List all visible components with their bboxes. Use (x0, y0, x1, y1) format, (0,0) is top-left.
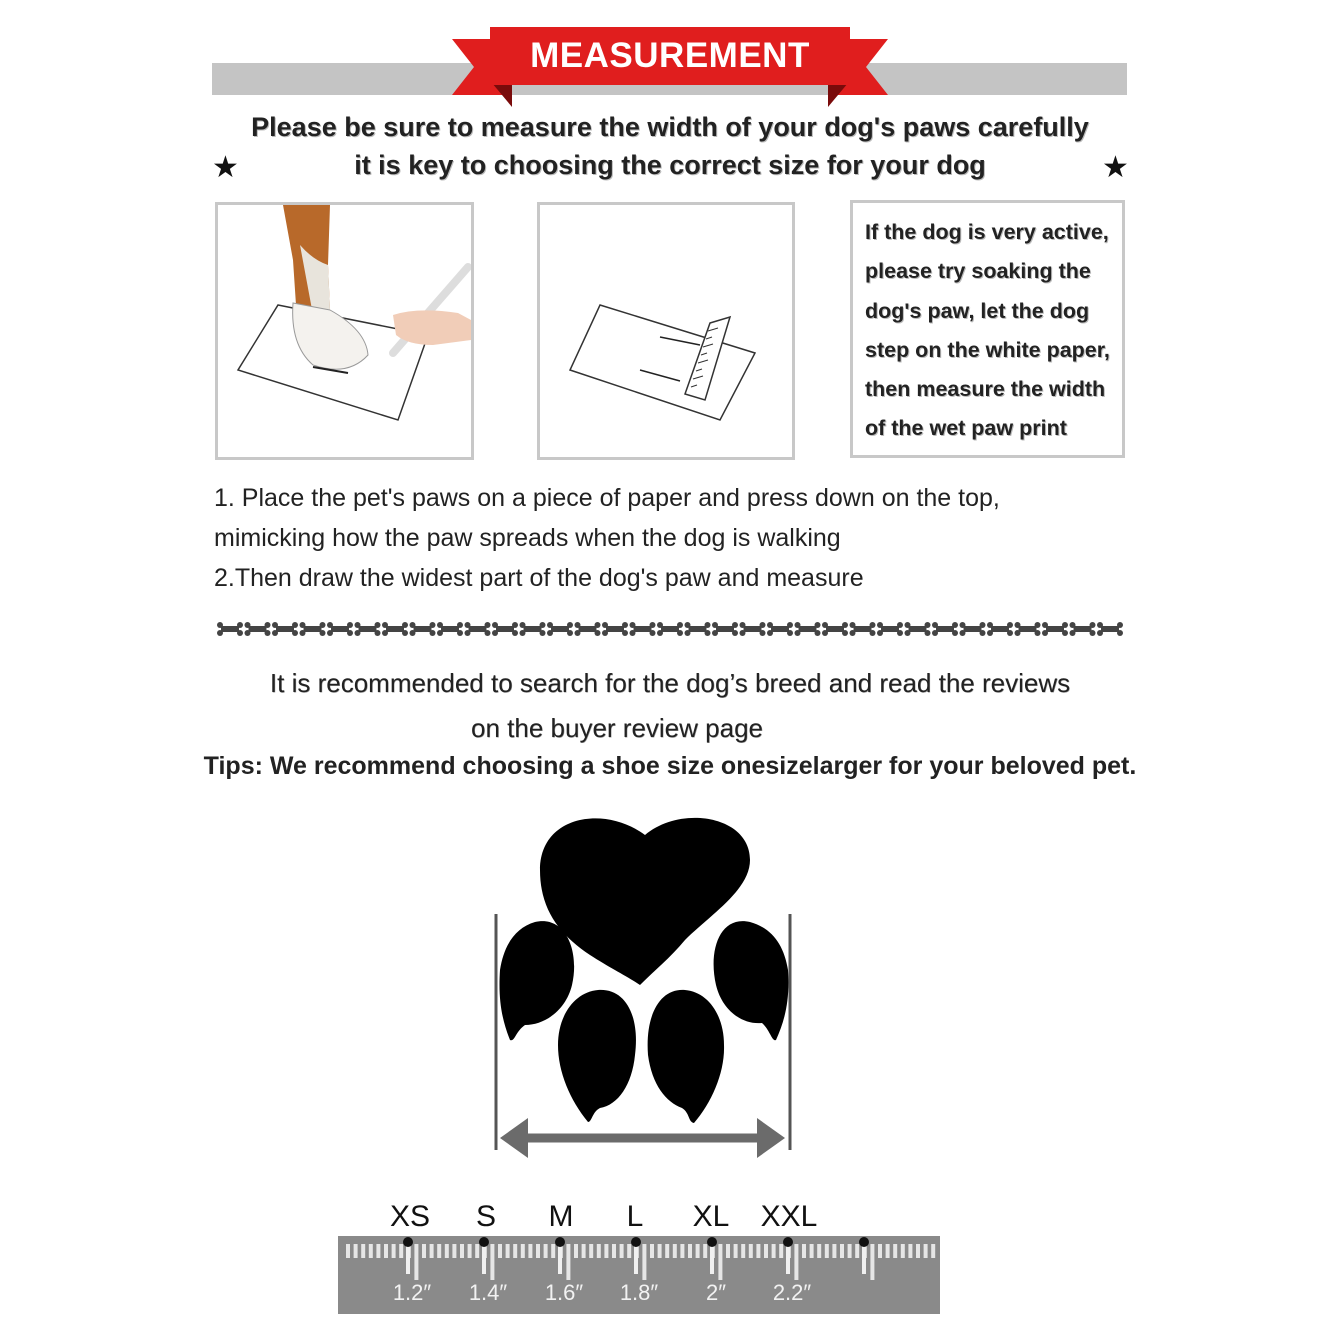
paw-on-paper-illustration (215, 202, 474, 460)
width-label-m: 1.6″ (544, 1280, 584, 1305)
tip-line: dog's paw, let the dog (865, 298, 1090, 323)
bone-divider (214, 618, 1126, 640)
width-label-l: 1.8″ (619, 1280, 659, 1305)
width-label-xs: 1.2″ (392, 1280, 432, 1305)
step-1-line-1: 1. Place the pet's paws on a piece of paper and press down on the top, (214, 484, 1000, 512)
step-1-line-2: mimicking how the paw spreads when the dog is walking (214, 524, 841, 552)
measurement-steps (214, 478, 1144, 598)
banner-title: MEASUREMENT (530, 36, 810, 75)
star-icon: ★ (212, 151, 239, 184)
ruler-measure-illustration (537, 202, 795, 460)
active-dog-tip-box (850, 200, 1125, 458)
tip-line: step on the white paper, (865, 337, 1110, 362)
tip-line: of the wet paw print (865, 416, 1067, 441)
headline-line-1: Please be sure to measure the width of your dog's paws carefully (251, 112, 1089, 142)
width-label-xl: 2″ (705, 1280, 727, 1305)
size-tip: Tips: We recommend choosing a shoe size onesizelarger for your beloved pet. (203, 752, 1137, 780)
paw-print-icon (480, 810, 810, 1170)
ruler-icon (540, 205, 792, 457)
recommendation-line-1: It is recommended to search for the dog’s breed and read the reviews (269, 668, 1071, 698)
tip-line: please try soaking the (865, 259, 1091, 284)
size-label-xs: XS (389, 1200, 431, 1233)
tip-line: If the dog is very active, (865, 220, 1109, 244)
size-label-xxl: XXL (760, 1200, 818, 1233)
tip-text (865, 213, 1125, 449)
width-label-xxl: 2.2″ (772, 1280, 812, 1305)
size-label-m: M (548, 1200, 574, 1233)
recommendation-line-2: on the buyer review page (471, 713, 763, 743)
star-icon: ★ (1102, 151, 1129, 184)
size-label-s: S (475, 1200, 496, 1233)
size-label-xl: XL (692, 1200, 730, 1233)
tip-line: then measure the width (865, 377, 1106, 402)
paw-drawing-icon (218, 205, 471, 457)
width-label-s: 1.4″ (468, 1280, 508, 1305)
step-2: 2.Then draw the widest part of the dog's paw and measure (214, 564, 864, 592)
size-label-l: L (626, 1200, 644, 1233)
headline-line-2: it is key to choosing the correct size for your dog (354, 150, 986, 180)
